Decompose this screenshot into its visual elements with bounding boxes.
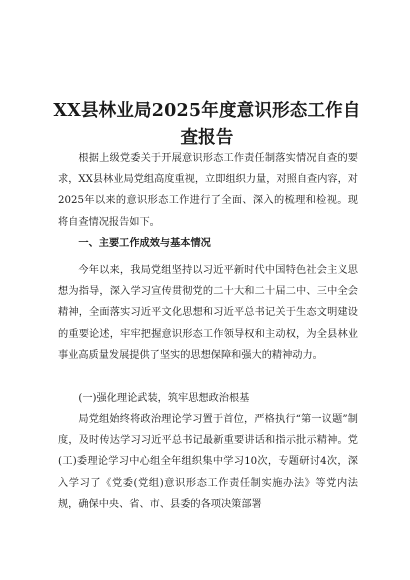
subsection-heading: (一)强化理论武装，筑牢思想政治根基 <box>78 393 250 404</box>
section-heading: 一、主要工作成效与基本情况 <box>78 237 211 249</box>
document-title: XX县林业局2025年度意识形态工作自查报告 <box>53 101 361 148</box>
subsection-paragraph: 局党组始终将政治理论学习置于首位，严格执行“第一议题”制度，及时传达学习习近平总书记最新重要讲话和指示批示精神。党(工)委理论学习中心组全年组织集中学习10次，专题研讨4次，深入学习了《党委(党组)意识形态工作责任制实施办法》等党内法规，确保中央、省、市、县委的各项决策部署 <box>58 414 358 510</box>
intro-paragraph: 根据上级党委关于开展意识形态工作责任制落实情况自查的要求，XX县林业局党组高度重视，立即组织力量，对照自查内容，对2025年以来的意识形态工作进行了全面、深入的梳理和检视。现将自查情况报告如下。 <box>58 153 358 228</box>
section-paragraph: 今年以来，我局党组坚持以习近平新时代中国特色社会主义思想为指导，深入学习宣传贯彻党的二十大和二十届二中、三中全会精神，全面落实习近平文化思想和习近平总书记关于生态文明建设的重要论述，牢牢把握意识形态工作领导权和主动权，为全县林业事业高质量发展提供了坚实的思想保障和强大的精神动力。 <box>58 265 358 361</box>
